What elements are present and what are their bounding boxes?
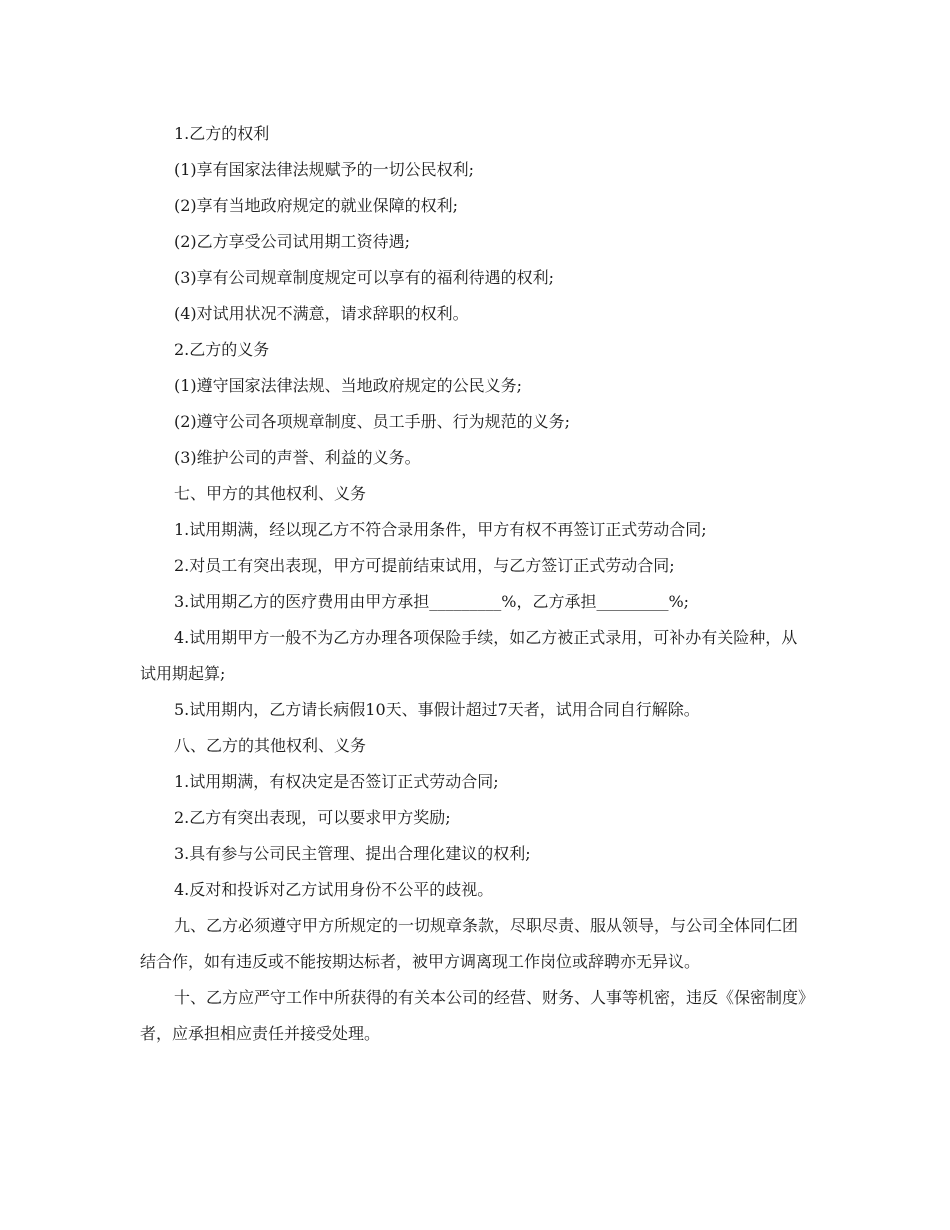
paragraph: 1.乙方的权利 <box>174 124 270 143</box>
paragraph: (2)享有当地政府规定的就业保障的权利; <box>174 196 459 215</box>
paragraph: 2.乙方的义务 <box>174 340 270 359</box>
paragraph: (1)享有国家法律法规赋予的一切公民权利; <box>174 160 475 179</box>
paragraph: (2)乙方享受公司试用期工资待遇; <box>174 232 411 251</box>
paragraph: 2.乙方有突出表现，可以要求甲方奖励; <box>174 808 451 827</box>
paragraph: (3)享有公司规章制度规定可以享有的福利待遇的权利; <box>174 268 555 287</box>
paragraph: (4)对试用状况不满意，请求辞职的权利。 <box>174 304 469 323</box>
paragraph: 4.试用期甲方一般不为乙方办理各项保险手续，如乙方被正式录用，可补办有关险种，从试用期起算; <box>140 628 798 683</box>
section-paragraph: 九、乙方必须遵守甲方所规定的一切规章条款，尽职尽责、服从领导，与公司全体同仁团结合作，如有违反或不能按期达标者，被甲方调离现工作岗位或辞聘亦无异议。 <box>140 916 799 971</box>
paragraph: 3.试用期乙方的医疗费用由甲方承担_________%，乙方承担_________%; <box>174 592 690 611</box>
paragraph: 3.具有参与公司民主管理、提出合理化建议的权利; <box>174 844 531 863</box>
paragraph: 1.试用期满，经以现乙方不符合录用条件，甲方有权不再签订正式劳动合同; <box>174 520 707 539</box>
section-paragraph: 十、乙方应严守工作中所获得的有关本公司的经营、财务、人事等机密，违反《保密制度》者，应承担相应责任并接受处理。 <box>140 988 807 1043</box>
paragraph: (1)遵守国家法律法规、当地政府规定的公民义务; <box>174 376 523 395</box>
paragraph: 2.对员工有突出表现，甲方可提前结束试用，与乙方签订正式劳动合同; <box>174 556 675 575</box>
paragraph: (3)维护公司的声誉、利益的义务。 <box>174 448 421 467</box>
section-heading: 八、乙方的其他权利、义务 <box>174 736 367 755</box>
paragraph: (2)遵守公司各项规章制度、员工手册、行为规范的义务; <box>174 412 571 431</box>
document-body <box>140 116 812 1052</box>
paragraph: 5.试用期内，乙方请长病假10天、事假计超过7天者，试用合同自行解除。 <box>174 700 700 719</box>
section-heading: 七、甲方的其他权利、义务 <box>174 484 367 503</box>
paragraph: 1.试用期满，有权决定是否签订正式劳动合同; <box>174 772 499 791</box>
paragraph: 4.反对和投诉对乙方试用身份不公平的歧视。 <box>174 880 494 899</box>
